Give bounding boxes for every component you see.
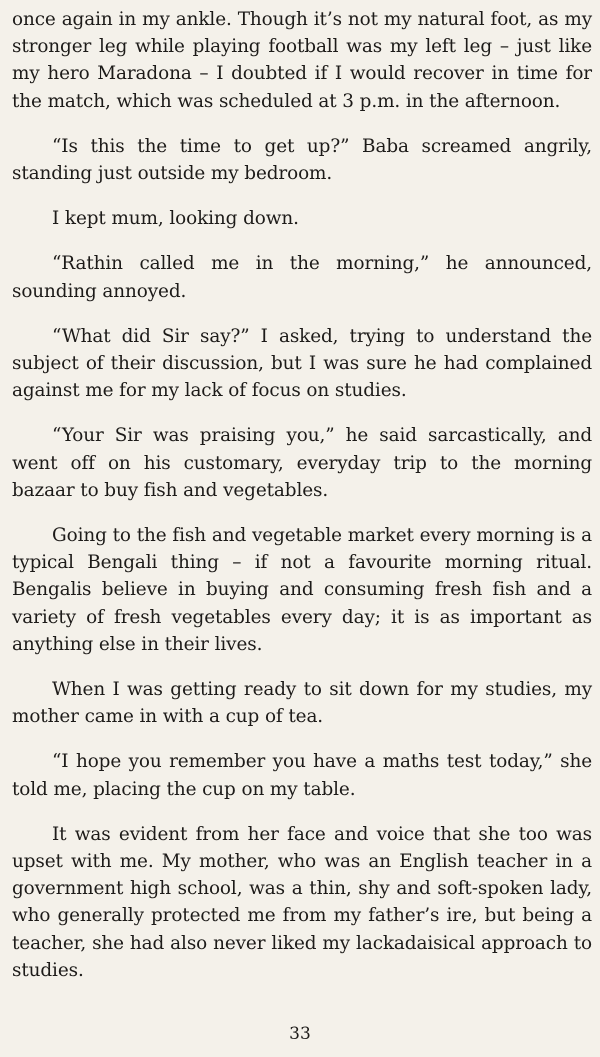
paragraph-7: Going to the fish and vegetable market every morning is a typical Bengali thing – if not a favourite morning ritual. Bengalis believe in buying and consuming fresh fish and a variety of fresh vegetables every day; it is as important as anything else in their lives.	[12, 525, 592, 655]
paragraph-9: “I hope you remember you have a maths test today,” she told me, placing the cup on my table.	[12, 751, 592, 800]
paragraph-2: “Is this the time to get up?” Baba screamed angrily, standing just outside my bedroom.	[12, 135, 592, 185]
paragraph-5: “What did Sir say?” I asked, trying to understand the subject of their discussion, but I was sure he had complained against me for my lack of focus on studies.	[12, 325, 592, 402]
body-text	[12, 6, 592, 1002]
paragraph-8: When I was getting ready to sit down for my studies, my mother came in with a cup of tea.	[12, 679, 592, 728]
paragraph-3: I kept mum, looking down.	[52, 208, 299, 230]
page-number: 33	[289, 1024, 311, 1044]
paragraph-6: “Your Sir was praising you,” he said sarcastically, and went off on his customary, everyday trip to the morning bazaar to buy fish and vegetables.	[12, 425, 592, 501]
paragraph-4: “Rathin called me in the morning,” he announced, sounding annoyed.	[12, 253, 592, 302]
paragraph-1: once again in my ankle. Though it’s not my natural foot, as my stronger leg while playing football was my left leg – just like my hero Maradona – I doubted if I would recover in time for the match, which was scheduled at 3 p.m. in the afternoon.	[12, 9, 592, 112]
paragraph-10: It was evident from her face and voice that she too was upset with me. My mother, who was an English teacher in a government high school, was a thin, shy and soft-spoken lady, who generally protected me from my father’s ire, but being a teacher, she had also never liked my lackadaisical approach to studies.	[12, 823, 592, 981]
